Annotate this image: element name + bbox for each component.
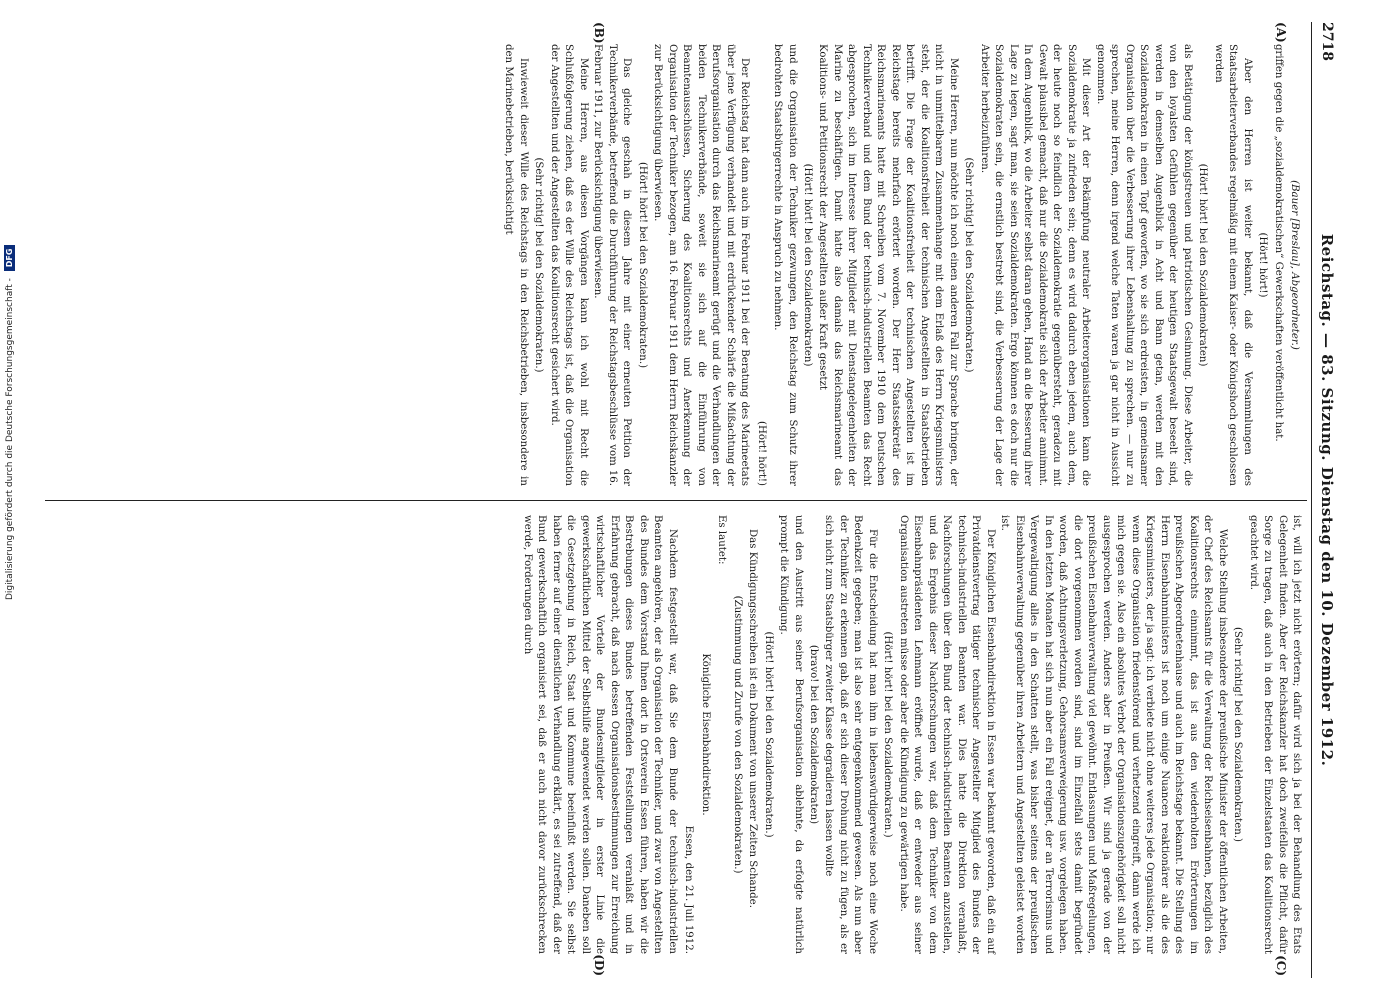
speaker-line: (Bauer [Breslau], Abgeordneter.) (1288, 180, 1300, 350)
document-date: Essen, den 21. Juli 1912. (682, 825, 694, 954)
newspaper-page (32, 0, 1352, 1000)
interjection: (Hört! hört! bei den Sozialdemokraten.) (881, 631, 893, 838)
margin-marker-c: (C) (1273, 955, 1288, 976)
interjection: (Hört! hört! bei den Sozialdemokraten.) (762, 631, 774, 838)
two-column-body (45, 22, 1307, 978)
document-body: Nachdem festgestellt war, daß Sie dem Bunde der technisch-industriellen Beamten angehören, der als Organisation der Techniker, und zwar von Angestellten des Bundes dem Vorstand Ihnen dort in Ortsverein Essen führen, haben wir die Bestrebungen dieses Bundes betreffenden Feststellungen veranlaßt und in Erfahrung gebracht, daß nach dessen Organisationsbestimmungen zur Erreichung wirtschaftlicher Vorteile der Bundesmitglieder in erster Linie die gewerkschaftlichen Mittel der Selbsthilfe angewendet werden sollen. Daneben soll die Gesetzgebung in Reich, Staat und Kommune beeinflußt werden. Sie selbst haben ferner auf einer dienstlichen Verhandlung erklärt, es sei zutreffend, daß der Bund gewerkschaftlich organisiert sei, daß er auch nicht davor zurückschrecken werde, Forderungen durch (521, 515, 678, 954)
paragraph: Es lautet: (715, 515, 727, 565)
dfg-logo-icon: DFG (4, 245, 15, 272)
margin-marker-b: (B) (591, 22, 606, 44)
paragraph: und den Austritt aus seiner Berufsorganisation ablehnte, da erfolgte natürlich prompt die Kündigung. (777, 515, 804, 954)
page-title: Reichstag. — 83. Sitzung. Dienstag den 10. Dezember 1912. (1317, 233, 1336, 767)
paragraph: Für die Entscheidung hat man ihm in liebenswürdigerweise noch eine Woche Bedenkzeit gegeben; man ist also sehr entgegenkommend gewesen. Als nun aber der Techniker zu erkennen gab, daß er sich dieser Drohung nicht zu fügen, als er sich nicht zum Staatsbürger zweiter Klasse degradieren lassen wollte (823, 515, 878, 954)
page-header (1311, 22, 1340, 978)
right-column (45, 500, 1307, 978)
digitization-text: Digitalisierung gefördert durch die Deutsche Forschungsgemeinschaft - (5, 278, 15, 600)
paragraph: Inwieweit dieser Wille des Reichstags in den Reichsbetrieben, insbesondere in den Marinebetrieben, berücksichtigt (502, 44, 529, 486)
paragraph: Meine Herren, aus diesen Vorgängen kann ich wohl mit Recht die Schlußfolgerung ziehen, daß es der Wille des Reichstags ist, daß die Organisation der Angestellten und der Angestellten das Koalitionsrecht gesichert wird. (548, 44, 589, 486)
interjection: (Zustimmung und Zurufe von den Sozialdemokraten.) (731, 595, 743, 874)
paragraph: als Betätigung der königstreuen und patriotischen Gesinnung. Diese Arbeiter, die von den loyalsten Gefühlen gegenüber der heutigen Staatsgewalt beseelt sind, werden in demselben Augenblick in Acht und Bann getan, werden mit den Sozialdemokraten in einen Topf geworfen, wo sie sich erdreisten, in gemeinsamer Organisation über die Verbesserung ihrer Lebenshaltung zu sprechen. — nur zu sprechen, meine Herren, denn irgend welche Taten waren ja gar nicht in Aussicht genommen. (1094, 44, 1193, 486)
interjection: (Hört! hört!) (755, 420, 767, 486)
interjection: (Sehr richtig! bei den Sozialdemokraten.) (1231, 626, 1243, 843)
margin-marker-d: (D) (591, 954, 606, 976)
paragraph: griffen gegen die „sozialdemokratischen“ Gewerkschaften veröffentlicht hat. (1272, 44, 1284, 442)
digitization-note (4, 245, 15, 600)
margin-marker-a: (A) (1273, 22, 1288, 43)
interjection: (Hört! hört! bei den Sozialdemokraten.) (636, 161, 648, 369)
paragraph: Der Königlichen Eisenbahndirektion in Essen war bekannt geworden, daß ein auf Privatdienstvertrag tätiger technischer Angestellter Mitglied des Bundes der technisch-industriellen Beamten war. Dies hatte die Direktion veranlaßt, Nachforschungen über den Bund der technisch-industriellen Beamten anzustellen, und das Ergebnis dieser Nachforschungen war, daß dem Techniker von dem Eisenbahnpräsidenten Lehmann eröffnet wurde, daß er entweder aus seiner Organisation austreten müsse oder aber die Kündigung zu gewärtigen habe. (897, 515, 996, 954)
paragraph: Das gleiche geschah in diesem Jahre mit einer erneuten Petition der Technikerverbände, betreffend die Durchführung der Reichstagsbeschlüsse vom 16. Februar 1911, zur Berücksichtigung überwiesen. (591, 44, 632, 486)
interjection: (Hört! hört!) (1256, 232, 1268, 298)
left-column (45, 22, 1307, 500)
interjection: (Sehr richtig! bei den Sozialdemokraten.) (532, 157, 544, 373)
paragraph: Meine Herren, nun möchte ich noch einen anderen Fall zur Sprache bringen, der nicht in unmittelbarem Zusammenhange mit dem Erlaß des Herrn Kriegsministers steht, der die Koalitionsfreiheit der technischen Angestellten in Staatsbetrieben betrifft. Die Frage der Koalitionsfreiheit der technischen Angestellten ist im Reichstage bereits mehrfach erörtert worden. Der Herr Staatssekretär des Reichsmarineamts hatte mit Schreiben vom 7. November 1910 dem Deutschen Technikerverband und dem Bund der technisch-industriellen Beamten das Recht abgesprochen, sich im Interesse ihrer Mitglieder mit Dienstangelegenheiten der Marine zu beschäftigen. Damit hatte also damals das Reichsmarineamt das Koalitions- und Petitionsrecht der Angestellten außer Kraft gesetzt (817, 44, 959, 486)
paragraph: Welche Stellung insbesondere der preußische Minister der öffentlichen Arbeiten, der Chef des Reichsamts für die Verwaltung der Reichseisenbahnen, bezüglich des Koalitionsrechts einnimmt, das ist aus den wiederholten Erörterungen im preußischen Abgeordnetenhause und auch im Reichstage bekannt. Die Stellung des Herrn Eisenbahnministers ist noch um einige Nuancen reaktionärer als die des Kriegsministers, der ja sagt: ich verbiete nicht ohne weiteres jede Organisation; nur wenn diese Organisation friedenstörend und verhetzend eingreift, dann werde ich mich gegen sie. Also ein absolutes Verbot der Organisationszugehörigkeit soll nicht ausgesprochen werden. Anders aber in Preußen. Wir sind ja gerade von der preußischen Eisenbahnverwaltung viel gewöhnt. Entlassungen und Maßregelungen, die dort vorgenommen worden sind, sind im Einzelfall stets damit begründet worden, daß Achtungsverletzung, Gehorsamsverweigerung usw. vorgelegen haben. In den letzten Monaten hat sich nun aber ein Fall ereignet, der an Terrorismus und Vergewaltigung alles in den Schatten stellt, was bisher seitens der preußischen Eisenbahnverwaltung gegenüber ihren Arbeitern und Angestellten geleistet worden ist. (998, 515, 1228, 954)
paragraph: ist, will ich jetzt nicht erörtern; dafür wird sich ja bei der Behandlung des Etats Gelegenheit finden. Aber der Reichskanzler hat doch zweifellos die Pflicht, dafür Sorge zu tragen, daß auch in den Betrieben der Einzelstaaten das Koalitionsrecht geachtet wird. (1247, 515, 1302, 954)
interjection: (Sehr richtig! bei den Sozialdemokraten.) (962, 157, 974, 373)
paragraph: Der Reichstag hat dann auch im Februar 1911 bei der Beratung des Marineetats über jene Verfügung verhandelt und mit erdrückender Schärfe die Mißachtung der Berufsorganisation durch das Reichsmarineamt gerügt und die Verhandlungen der beiden Technikerverbände, soweit sie sich auf die Einführung von Beamtenausschüssen, Sicherung des Koalitionsrechts und Anerkennung der Organisation der Techniker bezogen, am 16. Februar 1911 dem Herrn Reichskanzler zur Berücksichtigung überwiesen. (651, 44, 750, 486)
document-heading: Königliche Eisenbahndirektion. (699, 653, 711, 816)
paragraph: Aber den Herren ist weiter bekannt, daß die Versammlungen des Staatsarbeiterverbandes regelmäßig mit einem Kaiser- oder Königshoch geschlossen werden (1212, 44, 1253, 486)
interjection: (Hört! hört! bei den Sozialdemokraten) (801, 163, 813, 367)
paragraph: Das Kündigungsschreiben ist ein Dokument von unserer Zeiten Schande. (746, 529, 758, 908)
paragraph: und die Organisation der Techniker gezwungen, den Reichstag zum Schutz ihrer bedrohten Staatsbürgerrechte in Anspruch zu nehmen. (771, 44, 798, 486)
interjection: (Hört! hört! bei den Sozialdemokraten) (1196, 163, 1208, 367)
paragraph: Mit dieser Art der Bekämpfung neutraler Arbeiterorganisationen kann die Sozialdemokratie ja zufrieden sein; denn es wird dadurch eben jedem, auch dem, der heute noch so feindlich der Sozialdemokratie gegenübersteht, geradezu mit Gewalt plausibel gemacht, daß nur die Sozialdemokratie sich der Arbeiter annimmt. In dem Augenblick, wo die Arbeiter selbst daran gehen, Hand an die Besserung ihrer Lage zu legen, sagt man, sie seien Sozialdemokraten. Ergo können es doch nur die Sozialdemokraten sein, die ernstlich bestrebt sind, die Verbesserung der Lage der Arbeiter herbeizuführen. (978, 44, 1091, 486)
page-number: 2718 (1318, 22, 1335, 61)
interjection: (bravo! bei den Sozialdemokraten) (807, 644, 819, 825)
